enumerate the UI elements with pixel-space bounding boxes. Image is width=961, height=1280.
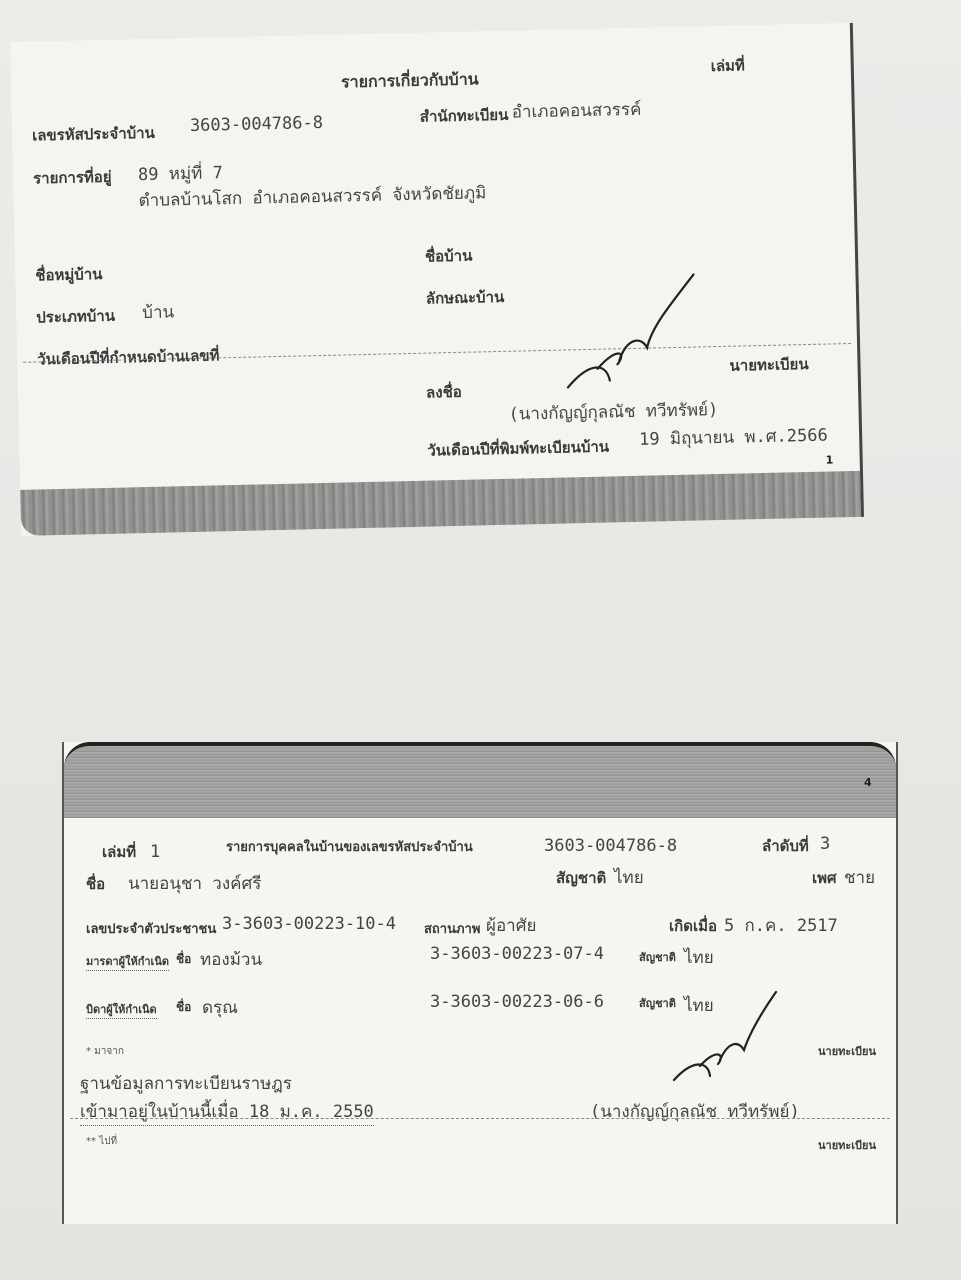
- mother-name: ทองม้วน: [200, 950, 263, 970]
- sex-label: เพศ: [812, 869, 837, 887]
- book-label: เล่มที่: [102, 843, 137, 861]
- section-title: รายการบุคคลในบ้านของเลขรหัสประจำบ้าน: [226, 840, 473, 855]
- registrar-title-2: นายทะเบียน: [818, 1139, 877, 1152]
- print-date: 19 มิถุนายน พ.ศ.2566: [638, 425, 828, 450]
- page-number: 1: [825, 453, 834, 467]
- house-details-card: [10, 23, 864, 536]
- mother-nationality-label: สัญชาติ: [639, 951, 676, 964]
- born: 5 ก.ค. 2517: [724, 916, 838, 936]
- address-line2: ตำบลบ้านโสก อำเภอคอนสวรรค์ จังหวัดชัยภูมิ: [138, 183, 487, 212]
- father-label: บิดาผู้ให้กำเนิด: [86, 1000, 157, 1019]
- mother-name-label: ชื่อ: [176, 952, 192, 966]
- status-label: สถานภาพ: [424, 922, 481, 937]
- name-label: ชื่อ: [86, 875, 106, 893]
- father-nationality-label: สัญชาติ: [639, 997, 676, 1010]
- address-line1: 89 หมู่ที่ 7: [137, 163, 224, 186]
- moved-in: เข้ามาอยู่ในบ้านนี้เมื่อ 18 ม.ค. 2550: [80, 1098, 374, 1126]
- from-label: * มาจาก: [86, 1046, 124, 1057]
- registrar-name: (นางกัญญ์กุลณัช ทวีทรัพย์): [508, 400, 719, 425]
- sign-label: ลงชื่อ: [425, 382, 462, 402]
- father-id: 3-3603-00223-06-6: [430, 992, 604, 1012]
- house-id: 3603-004786-8: [189, 112, 324, 136]
- house-type: บ้าน: [141, 302, 175, 324]
- father-name: ดรุณ: [202, 998, 238, 1018]
- father-nationality: ไทย: [684, 996, 714, 1016]
- nationality-label: สัญชาติ: [556, 869, 607, 887]
- registrar-title: นายทะเบียน: [729, 354, 809, 375]
- mother-id: 3-3603-00223-07-4: [430, 944, 604, 964]
- card-title: รายการเกี่ยวกับบ้าน: [340, 69, 479, 92]
- registrar-title-1: นายทะเบียน: [818, 1045, 877, 1058]
- house-character-label: ลักษณะบ้าน: [425, 287, 505, 308]
- nationality: ไทย: [614, 868, 644, 888]
- seq-label: ลำดับที่: [762, 837, 809, 855]
- registrar-office-label: สำนักทะเบียน: [419, 105, 509, 126]
- page-number: 4: [864, 776, 872, 789]
- mother-label: มารดาผู้ให้กำเนิด: [86, 952, 169, 971]
- book-no: 1: [150, 842, 161, 862]
- father-name-label: ชื่อ: [176, 1000, 192, 1014]
- date-assigned-label: วันเดือนปีที่กำหนดบ้านเลขที่: [37, 346, 220, 369]
- to-label: ** ไปที่: [86, 1136, 118, 1147]
- footer-band: [20, 471, 861, 536]
- mother-nationality: ไทย: [684, 948, 714, 968]
- citizen-id: 3-3603-00223-10-4: [222, 914, 396, 934]
- header-band: [64, 742, 896, 818]
- address-label: รายการที่อยู่: [32, 167, 112, 188]
- registrar-office: อำเภอคอนสวรรค์: [511, 99, 642, 123]
- house-id: 3603-004786-8: [544, 836, 678, 856]
- divider: [70, 1118, 890, 1119]
- seq-no: 3: [820, 834, 831, 854]
- book-label: เล่มที่: [710, 56, 746, 76]
- house-type-label: ประเภทบ้าน: [36, 306, 116, 327]
- born-label: เกิดเมื่อ: [669, 917, 717, 935]
- status: ผู้อาศัย: [486, 916, 537, 936]
- from-source: ฐานข้อมูลการทะเบียนราษฎร: [80, 1074, 292, 1094]
- house-id-label: เลขรหัสประจำบ้าน: [31, 123, 156, 145]
- person-details-card: [62, 742, 898, 1224]
- print-date-label: วันเดือนปีที่พิมพ์ทะเบียนบ้าน: [427, 437, 610, 460]
- signature-2: [664, 982, 784, 1092]
- sex: ชาย: [844, 868, 876, 888]
- citizen-id-label: เลขประจำตัวประชาชน: [86, 922, 217, 937]
- person-name: นายอนุชา วงค์ศรี: [128, 874, 262, 894]
- registrar-name: (นางกัญญ์กุลณัช ทวีทรัพย์): [590, 1102, 800, 1122]
- signature-1: [555, 266, 708, 399]
- house-name-label: ชื่อบ้าน: [424, 246, 473, 266]
- village-label: ชื่อหมู่บ้าน: [35, 264, 103, 285]
